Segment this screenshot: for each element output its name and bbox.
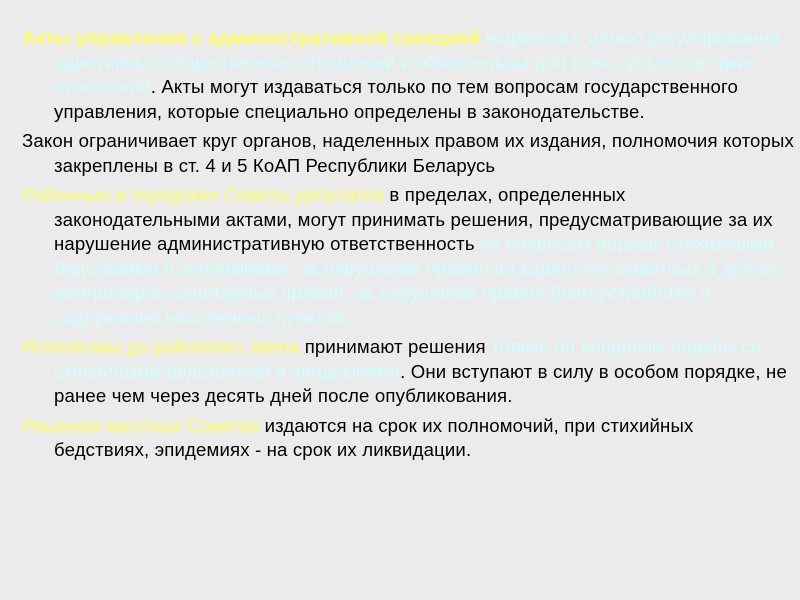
body-text: принимают решения [299,336,492,357]
highlight-term: Исполкомы до районного звена [22,336,300,357]
paragraph-executive-committees [22,335,794,409]
highlight-term: Районные и городские Советы депутатов [22,184,385,205]
body-text: . Они вступают в силу в особом порядке, не ранее чем через десять дней после опубликования. [54,360,787,406]
body-text: в пределах, определенных законодательными актами, могут принимать решения, предусматривающие за их нарушение административную ответственность [54,184,773,254]
slide-text-body [22,26,794,468]
highlight-text: по вопросам борьбы стихийными бедствиями и эпидемиями, за нарушение правил по карантину животных и других ветеринарно-санитарных правил, за нарушение правил благоустройства я содержания населенных пунктов. [54,233,780,328]
paragraph-district-city-councils [22,183,794,330]
body-text: . Акты могут издаваться только по тем вопросам государственного управления, которые специально определены в законодательстве. [54,76,738,122]
paragraph-local-council-decisions [22,414,794,463]
highlight-text: только по вопросам борьбы со стихийными бедствиями и эпидемиями [54,336,762,382]
body-text: Закон ограничивает круг органов, наделенных правом их издания, полномочия которых закреплены в ст. 4 и 5 КоАП Республики Беларусь [22,130,794,176]
highlight-text: издаются с целью регулирования однотипных общественных отношений и обязательны для всех субъектов таких отношений [54,27,780,97]
paragraph-administrative-sanction-acts [22,26,794,124]
paragraph-law-limits-bodies [22,129,794,178]
highlight-term: Решения местных Советов [22,414,260,436]
body-text: издаются на срок их полномочий, при стихийных бедствиях, эпидемиях - на срок их ликвидации. [54,414,694,460]
highlight-term: Акты управления с административной санкцией [22,27,481,48]
